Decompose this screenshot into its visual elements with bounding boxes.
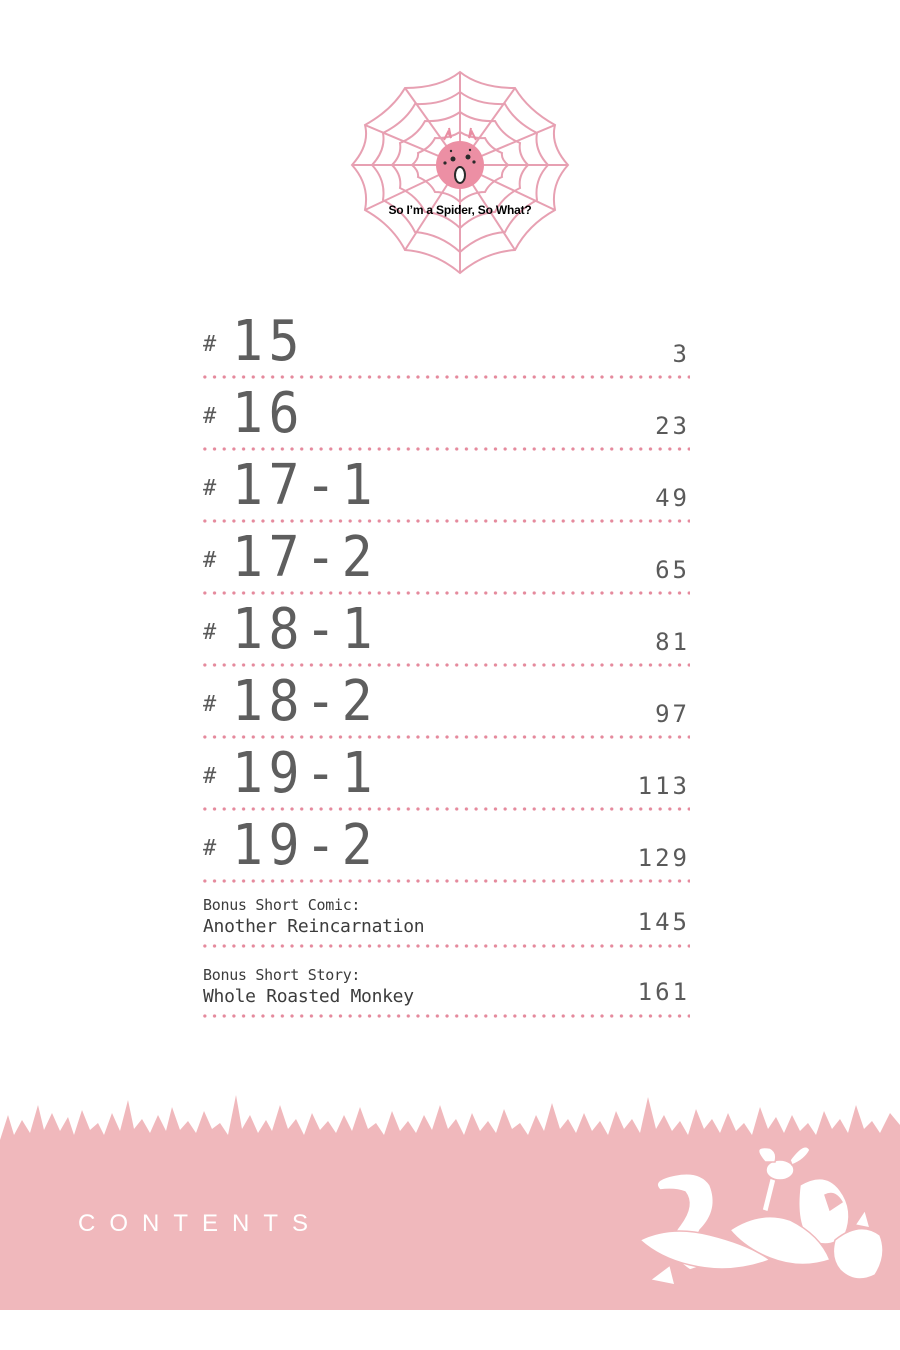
- toc-bonus-entry[interactable]: [200, 964, 690, 1034]
- chapter-number: 17-2: [232, 525, 379, 590]
- contents-heading: CONTENTS: [78, 1210, 322, 1237]
- toc-entry[interactable]: [200, 741, 690, 822]
- hash-mark: #: [203, 620, 217, 645]
- toc-bonus-entry[interactable]: [200, 894, 690, 964]
- hash-mark: #: [203, 692, 217, 717]
- page-number: 97: [655, 700, 690, 728]
- dotted-divider: [200, 519, 690, 523]
- page-number: 81: [655, 628, 690, 656]
- chapter-number: 17-1: [232, 453, 379, 518]
- page-number: 49: [655, 484, 690, 512]
- toc-entry[interactable]: [200, 381, 690, 462]
- toc-entry[interactable]: [200, 669, 690, 750]
- page-number: 145: [637, 908, 690, 936]
- chapter-number: 19-1: [232, 741, 379, 806]
- hash-mark: #: [203, 476, 217, 501]
- toc-entry[interactable]: [200, 813, 690, 894]
- bonus-label: Bonus Short Comic:: [203, 896, 361, 914]
- table-of-contents: [200, 309, 690, 1034]
- chapter-number: 15: [232, 309, 306, 374]
- dotted-divider: [200, 944, 690, 948]
- monster-illustration: [630, 1140, 890, 1290]
- bonus-title: Another Reincarnation: [203, 916, 425, 937]
- hash-mark: #: [203, 332, 217, 357]
- logo-title: So I’m a Spider, So What?: [388, 203, 532, 217]
- dotted-divider: [200, 807, 690, 811]
- chapter-number: 16: [232, 381, 306, 446]
- dotted-divider: [200, 879, 690, 883]
- page-number: 161: [637, 978, 690, 1006]
- hash-mark: #: [203, 764, 217, 789]
- bonus-title: Whole Roasted Monkey: [203, 986, 414, 1007]
- spider-web-logo: [350, 70, 570, 275]
- dotted-divider: [200, 447, 690, 451]
- bonus-label: Bonus Short Story:: [203, 966, 361, 984]
- toc-entry[interactable]: [200, 453, 690, 534]
- toc-entry[interactable]: [200, 597, 690, 678]
- chapter-number: 19-2: [232, 813, 379, 878]
- dotted-divider: [200, 1014, 690, 1018]
- page-number: 3: [672, 340, 690, 368]
- page-number: 23: [655, 412, 690, 440]
- toc-entry[interactable]: [200, 525, 690, 606]
- page-number: 65: [655, 556, 690, 584]
- dotted-divider: [200, 735, 690, 739]
- dotted-divider: [200, 591, 690, 595]
- page-number: 113: [637, 772, 690, 800]
- page-number: 129: [637, 844, 690, 872]
- hash-mark: #: [203, 836, 217, 861]
- hash-mark: #: [203, 404, 217, 429]
- dotted-divider: [200, 663, 690, 667]
- hash-mark: #: [203, 548, 217, 573]
- chapter-number: 18-2: [232, 669, 379, 734]
- dotted-divider: [200, 375, 690, 379]
- toc-entry[interactable]: [200, 309, 690, 390]
- chapter-number: 18-1: [232, 597, 379, 662]
